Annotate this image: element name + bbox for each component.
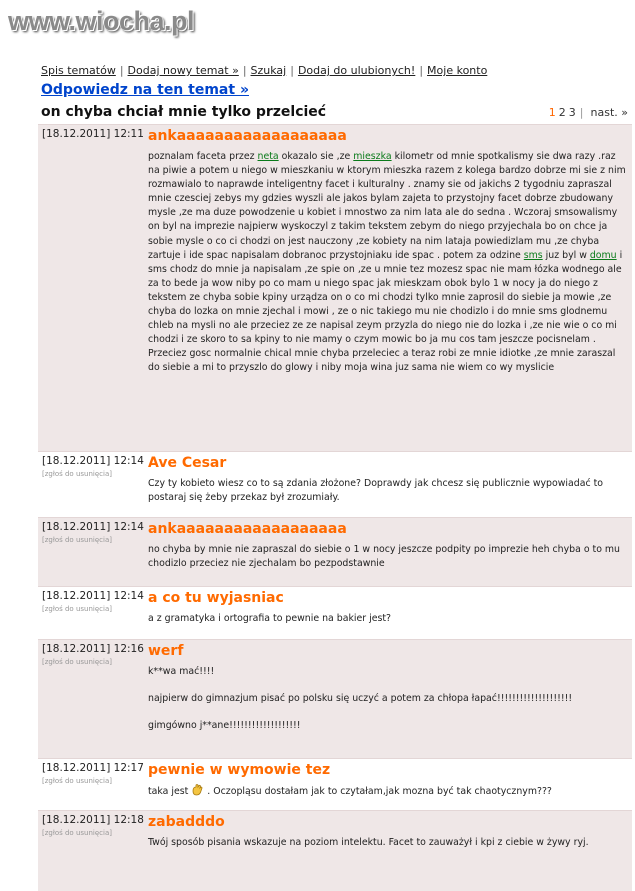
post-date: [18.12.2011] 12:17 <box>42 762 144 774</box>
nav-separator: | <box>242 64 247 77</box>
page-link-3[interactable]: 3 <box>568 106 576 119</box>
hand-emoticon-icon <box>191 784 204 796</box>
post-date: [18.12.2011] 12:18 <box>42 814 144 826</box>
site-header <box>0 0 635 50</box>
post-date: [18.12.2011] 12:14 <box>42 455 144 467</box>
post-date: [18.12.2011] 12:11 <box>42 128 144 140</box>
post <box>38 451 632 517</box>
post-date: [18.12.2011] 12:14 <box>42 521 144 533</box>
topic-title: on chyba chciał mnie tylko przelcieć <box>41 104 327 120</box>
post-text: poznalam faceta przez neta okazalo sie ,ze mieszka kilometr od mnie spotkalismy sie dwa razy .raz na piwie a potem u niego w mieszkaniu w ktorym mieszka razem z kolega bardzo dobrze mi sie z nim rozmawialo to naprawde inteligentny facet i kulturalny . znamy sie od jakichs 2 tygodniu zapraszal mnie czesciej zebys my gdzies wyszli ale jakos bylam zajeta to przystojny facet dobrze zbudowany mysle ,ze ma duze powodzenie u kobiet i mnostwo za nim lata ale do sedna . Wczoraj smsowalismy on byl na imprezie najpierw wyskoczyl z takim tekstem zebym do niego przyjechala bo on chce ja sobie mysle o co ci chodzi on jest nauczony ,ze kobiety na nim lataja powiedizlam mu ,ze chyba zartuje i ide spac napisalam dobranoc przystojniaku ide spac . potem za odzine sms juz byl w domu i sms chodz do mnie ja napisalam ,ze spie on ,ze u mnie tez mozesz spac nie mam łózka wodnego ale za to bede ja wow niby po co mam u niego spac jak mieskzam obok bylo 1 w nocy ja do niego z tekstem ze chyba sobie kpiny urządza on o co mi chodzi tylko mnie zaprosil do siebie ja mowie ,ze chyba do lozka on mnie zjechal i mowi , ze o nic takiego mu nie chodizlo i do mnie sms glodnemu chleb na mysli no ale przeciez ze ze napisal zeym przyzla do niego nie do lozka i ,ze nie wie o co mi chodzi i ze skoro to sa kpiny to nie mamy o czym mowic bo ja mu cos tam jeszcze pocisnelam . Przeciez gosc normalnie chical mnie chyba przeleciec a teraz robi ze mnie idiotke ,ze mnie zaraszal do siebie a mi to przyszlo do glowy i niby moja wina juz sama nie wiem co wy myslicie <box>148 151 626 374</box>
nav-my-account[interactable]: Moje konto <box>427 64 488 77</box>
post-author: werf <box>148 643 184 659</box>
post-text: Twój sposób pisania wskazuje na poziom intelektu. Facet to zauważył i kpi z ciebie w żywy ryj. <box>148 837 589 848</box>
forum-nav <box>41 64 487 77</box>
report-link[interactable]: [zgłoś do usunięcia] <box>42 777 112 785</box>
post <box>38 517 632 586</box>
post-author: ankaaaaaaaaaaaaaaaaaa <box>148 521 347 537</box>
pagination: 1 2 3 | nast. » <box>548 106 628 119</box>
post-text: a z gramatyka i ortografia to pewnie na bakier jest? <box>148 613 392 624</box>
report-link[interactable]: [zgłoś do usunięcia] <box>42 605 112 613</box>
post <box>38 639 632 758</box>
post <box>38 810 632 891</box>
post <box>38 124 632 451</box>
keyword-link[interactable]: domu <box>589 249 617 261</box>
post-list <box>38 124 632 891</box>
keyword-link[interactable]: neta <box>257 151 279 162</box>
report-link[interactable]: [zgłoś do usunięcia] <box>42 536 112 544</box>
nav-search[interactable]: Szukaj <box>250 64 287 77</box>
post-author: Ave Cesar <box>148 455 227 471</box>
post-date: [18.12.2011] 12:14 <box>42 590 144 602</box>
keyword-link[interactable]: mieszka <box>353 151 392 162</box>
post-text: k**wa mać!!!! najpierw do gimnazjum pisać po polsku się uczyć a potem za chłopa łapać!!!!!!!!!!!!!!!!!!!! gimgówno j**ane!!!!!!!!!!!!!!!!!!! <box>148 666 573 732</box>
page-current: 1 <box>548 106 556 119</box>
nav-new-topic[interactable]: Dodaj nowy temat » <box>127 64 239 77</box>
nav-separator: | <box>290 64 294 77</box>
nav-add-favorites[interactable]: Dodaj do ulubionych! <box>297 64 416 77</box>
report-link[interactable]: [zgłoś do usunięcia] <box>42 470 112 478</box>
page-link-2[interactable]: 2 <box>558 106 566 119</box>
nav-separator: | <box>119 64 124 77</box>
post-text: no chyba by mnie nie zapraszal do siebie o 1 w nocy jeszcze podpity po imprezie heh chyba o to mu chodizlo przeciez nie zjechalam bo pezpodstawnie <box>148 544 620 570</box>
post-author: pewnie w wymowie tez <box>148 762 331 778</box>
post-author: zabadddo <box>148 814 225 830</box>
post-date: [18.12.2011] 12:16 <box>42 643 144 655</box>
reply-to-topic-link[interactable]: Odpowiedz na ten temat » <box>41 82 249 98</box>
post-author: a co tu wyjasniac <box>148 590 284 606</box>
post-author: ankaaaaaaaaaaaaaaaaaa <box>148 128 347 144</box>
nav-separator: | <box>419 64 424 77</box>
post <box>38 586 632 639</box>
post <box>38 758 632 810</box>
nav-topic-list[interactable]: Spis tematów <box>41 64 116 77</box>
site-logo[interactable]: www.wiocha.pl <box>8 6 195 36</box>
keyword-link[interactable]: sms <box>523 249 543 261</box>
report-link[interactable]: [zgłoś do usunięcia] <box>42 658 112 666</box>
post-text: taka jest . Oczopląsu dostałam jak to czytałam,jak mozna być tak chaotycznym??? <box>148 786 552 797</box>
page-next-link[interactable]: nast. » <box>590 106 628 119</box>
report-link[interactable]: [zgłoś do usunięcia] <box>42 829 112 837</box>
post-text: Czy ty kobieto wiesz co to są zdania złożone? Doprawdy jak chcesz się publicznie wypowiadać to postaraj się żeby przekaz był zrozumiały. <box>148 478 604 504</box>
